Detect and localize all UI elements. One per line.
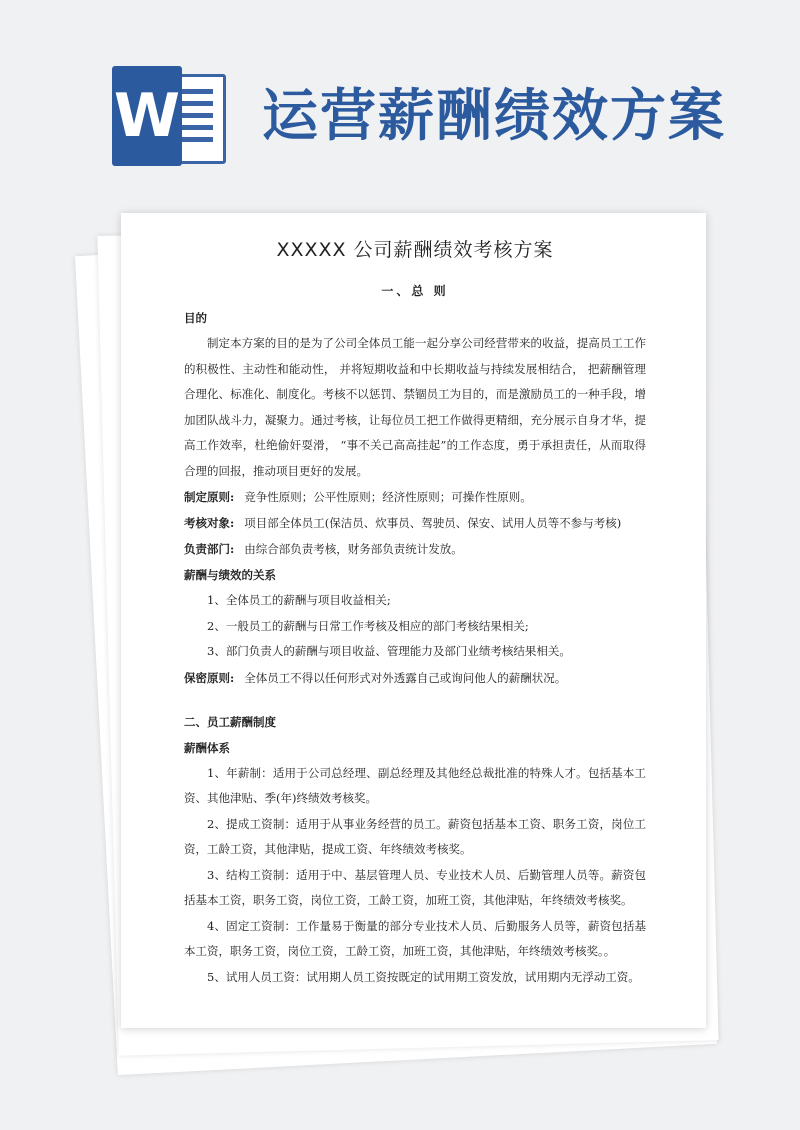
word-icon [112, 66, 224, 166]
target-text: 项目部全体员工(保洁员、炊事员、驾驶员、保安、试用人员等不参与考核) [244, 516, 622, 530]
section-heading: 一、总 则 [381, 284, 449, 298]
relation-label: 薪酬与绩效的关系 [184, 568, 276, 582]
system-label: 薪酬体系 [184, 740, 230, 755]
document-page [121, 213, 706, 1028]
department-label: 负责部门: [184, 542, 235, 556]
list-item: 4、固定工资制：工作量易于衡量的部分专业技术人员、后勤服务人员等，薪资包括基本工资，职务工资，岗位工资，工龄工资，加班工资，其他津贴，年终绩效考核奖。。 [184, 918, 646, 958]
secrecy-text: 全体员工不得以任何形式对外透露自己或询问他人的薪酬状况。 [244, 670, 567, 685]
list-item: 3、结构工资制：适用于中、基层管理人员、专业技术人员、后勤管理人员等。薪资包括基本工资，职务工资，岗位工资，工龄工资，加班工资，其他津贴，年终绩效考核奖。 [184, 867, 646, 907]
principle-text: 竞争性原则；公平性原则；经济性原则；可操作性原则。 [244, 490, 532, 504]
section-heading: 二、员工薪酬制度 [184, 714, 276, 729]
list-item: 3、部门负责人的薪酬与项目收益、管理能力及部门业绩考核结果相关。 [207, 644, 571, 658]
purpose-paragraph: 制定本方案的目的是为了公司全体员工能一起分享公司经营带来的收益，提高员工工作的积极性、主动性和能动性， 并将短期收益和中长期收益与持续发展相结合， 把薪酬管理合理化、标准化、制度化。考核不以惩罚、禁锢员工为目的，而是激励员工的一种手段，增加团队战斗力，凝聚力。通过考核，让每位员工把工作做得更精细，充分展示自身才华，提高工作效率，杜绝偷奸耍滑， “事不关己高高挂起”的工作态度，勇于承担责任，从而取得合理的回报，推动项目更好的发展。 [184, 336, 646, 478]
banner [0, 0, 800, 200]
document-title: XXXXX 公司薪酬绩效考核方案 [276, 239, 554, 261]
purpose-label: 目的 [184, 311, 207, 325]
secrecy-label: 保密原则: [184, 670, 235, 685]
list-item: 2、提成工资制：适用于从事业务经营的员工。薪资包括基本工资、职务工资，岗位工资，工龄工资，其他津贴，提成工资、年终绩效考核奖。 [184, 816, 646, 856]
target-row [184, 510, 646, 536]
list-item: 5、试用人员工资：试用期人员工资按既定的试用期工资发放，试用期内无浮动工资。 [207, 969, 640, 984]
secrecy-row [184, 665, 646, 691]
word-logo-letter: W [112, 66, 182, 166]
banner-title: 运营薪酬绩效方案 [262, 84, 726, 149]
target-label: 考核对象: [184, 516, 235, 530]
list-item: 1、全体员工的薪酬与项目收益相关; [207, 593, 391, 607]
department-text: 由综合部负责考核，财务部负责统计发放。 [244, 542, 463, 556]
list-item: 2、一般员工的薪酬与日常工作考核及相应的部门考核结果相关; [207, 618, 529, 633]
principle-label: 制定原则: [184, 490, 235, 504]
principle-row [184, 484, 646, 510]
list-item: 1、年薪制：适用于公司总经理、副总经理及其他经总裁批准的特殊人才。包括基本工资、其他津贴、季(年)终绩效考核奖。 [184, 765, 646, 805]
department-row [184, 536, 646, 562]
